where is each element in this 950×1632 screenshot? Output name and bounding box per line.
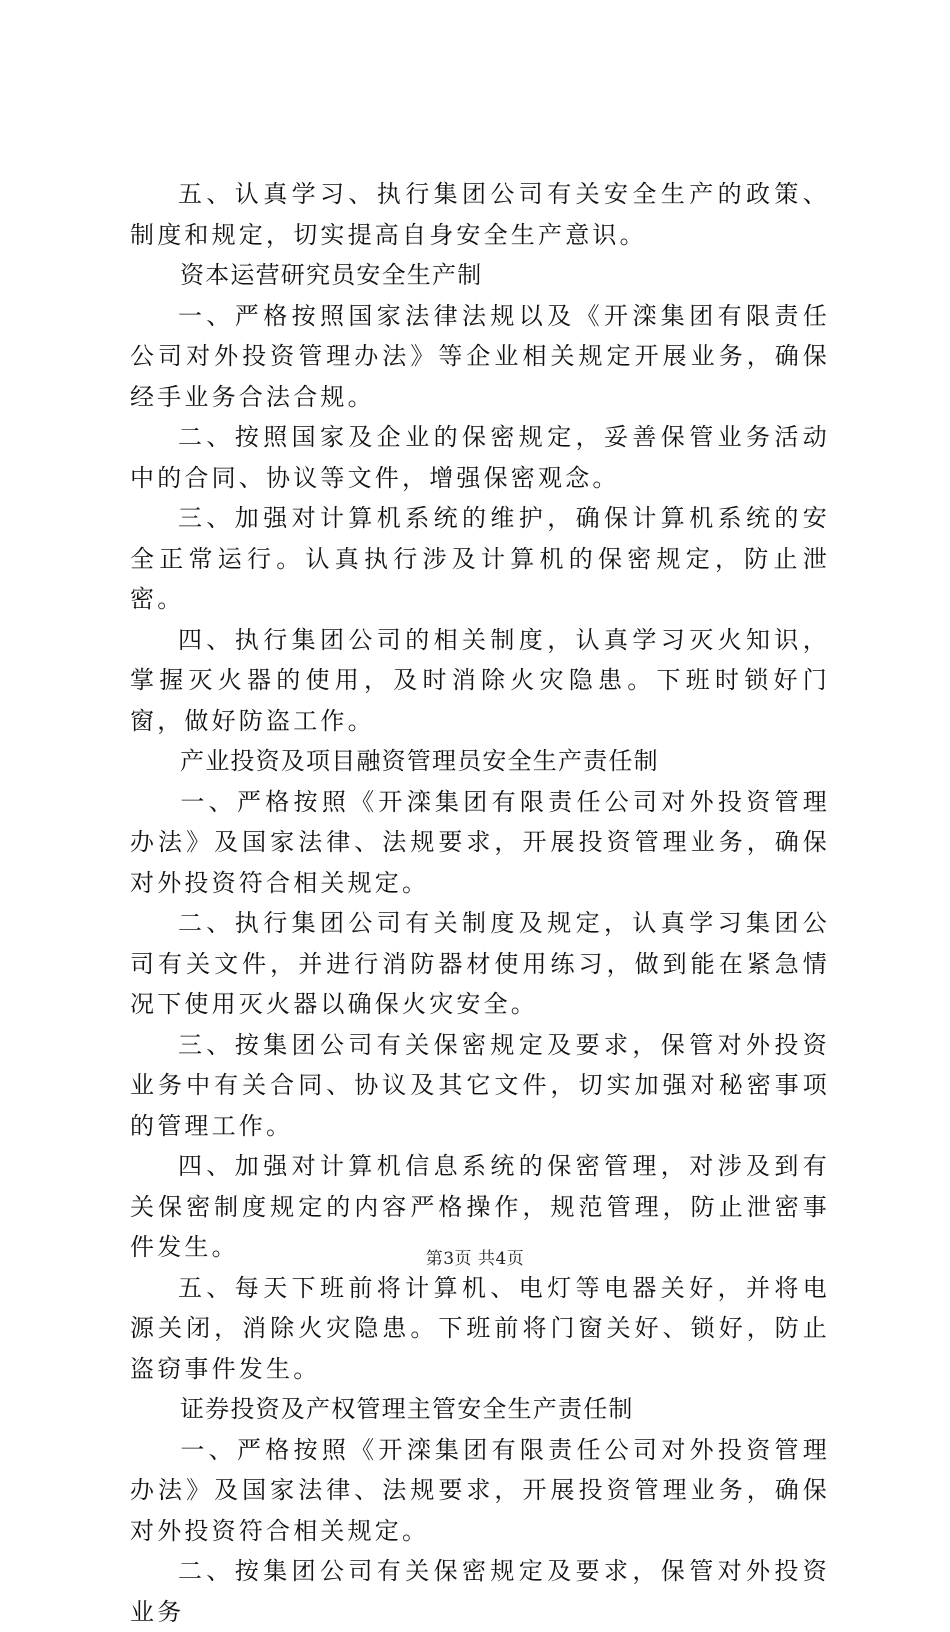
paragraph-investment-rules: 一、严格按照《开滦集团有限责任公司对外投资管理办法》及国家法律、法规要求，开展投资管理业务，确保对外投资符合相关规定。 — [130, 787, 830, 897]
paragraph-information-security: 四、加强对计算机信息系统的保密管理，对涉及到有关保密制度规定的内容严格操作，规范管理，防止泄密事件发生。 — [130, 1152, 830, 1261]
document-body — [130, 174, 830, 1632]
paragraph-securities-confidentiality: 二、按集团公司有关保密规定及要求，保管对外投资业务 — [130, 1557, 830, 1626]
section-heading-capital-operations: 资本运营研究员安全生产制 — [180, 261, 483, 289]
section-heading-securities-investment: 证券投资及产权管理主管安全生产责任制 — [180, 1395, 634, 1423]
paragraph-fire-safety: 四、执行集团公司的相关制度，认真学习灭火知识，掌握灭火器的使用，及时消除火灾隐患。下班时锁好门窗，做好防盗工作。 — [130, 625, 830, 735]
paragraph-office-closing: 五、每天下班前将计算机、电灯等电器关好，并将电源关闭，消除火灾隐患。下班前将门窗关好、锁好，防止盗窃事件发生。 — [130, 1273, 830, 1383]
paragraph-safety-awareness: 五、认真学习、执行集团公司有关安全生产的政策、制度和规定，切实提高自身安全生产意识。 — [130, 180, 830, 249]
page-number-footer: 第3页 共4页 — [425, 1249, 525, 1269]
paragraph-legal-compliance: 一、严格按照国家法律法规以及《开滦集团有限责任公司对外投资管理办法》等企业相关规定开展业务，确保经手业务合法合规。 — [130, 301, 830, 411]
section-heading-industrial-investment: 产业投资及项目融资管理员安全生产责任制 — [180, 747, 659, 775]
paragraph-computer-maintenance: 三、加强对计算机系统的维护，确保计算机系统的安全正常运行。认真执行涉及计算机的保密规定，防止泄密。 — [130, 504, 830, 613]
paragraph-securities-rules: 一、严格按照《开滦集团有限责任公司对外投资管理办法》及国家法律、法规要求，开展投资管理业务，确保对外投资符合相关规定。 — [130, 1435, 830, 1545]
paragraph-contract-custody: 三、按集团公司有关保密规定及要求，保管对外投资业务中有关合同、协议及其它文件，切实加强对秘密事项的管理工作。 — [130, 1030, 830, 1140]
paragraph-confidential-documents: 二、按照国家及企业的保密规定，妥善保管业务活动中的合同、协议等文件，增强保密观念。 — [130, 423, 830, 492]
paragraph-fire-equipment: 二、执行集团公司有关制度及规定，认真学习集团公司有关文件，并进行消防器材使用练习，做到能在紧急情况下使用灭火器以确保火灾安全。 — [130, 909, 830, 1018]
